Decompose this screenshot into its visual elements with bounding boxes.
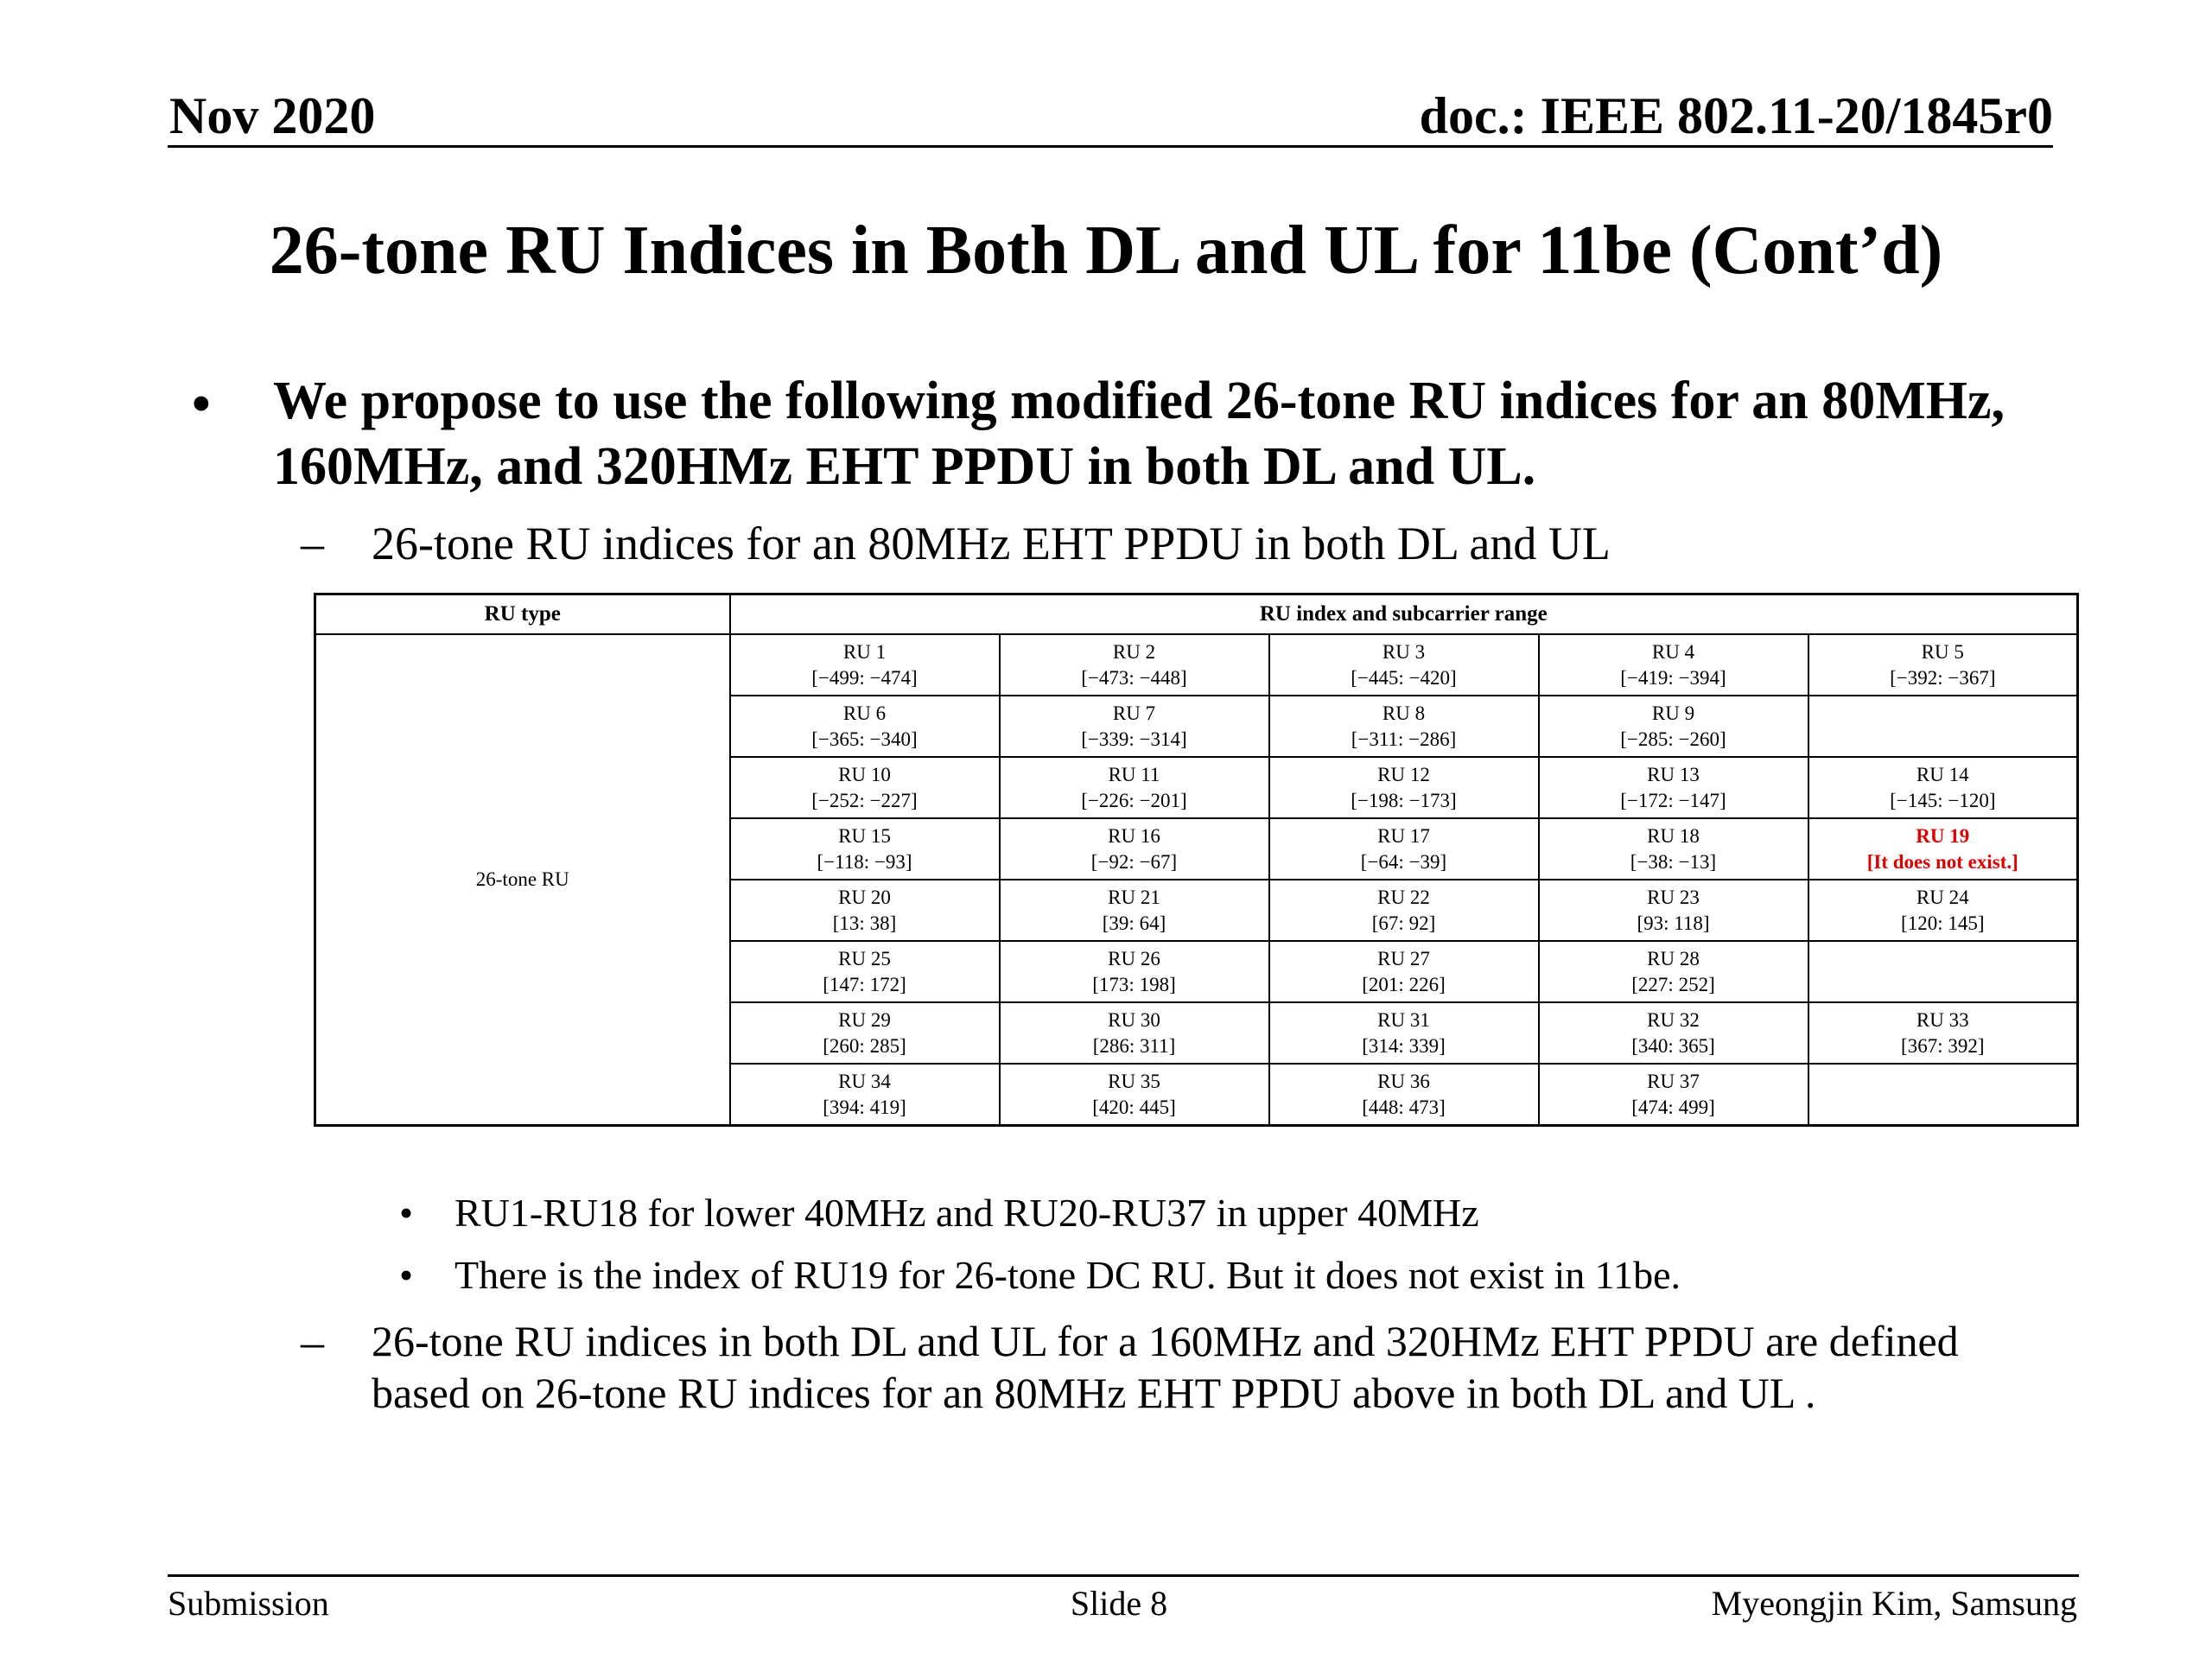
ru-cell xyxy=(1808,880,2078,941)
ru-range: [173: 198] xyxy=(1092,973,1176,995)
ru-label: RU 20 xyxy=(838,886,891,908)
ru-range: [−92: −67] xyxy=(1090,850,1178,873)
ru-label: RU 17 xyxy=(1377,824,1430,847)
ru-range: [201: 226] xyxy=(1362,973,1446,995)
ru-label: RU 26 xyxy=(1108,947,1160,969)
ru-cell xyxy=(1269,1002,1539,1064)
ru-cell xyxy=(730,696,1000,757)
header-date: Nov 2020 xyxy=(169,87,376,144)
ru-range: [−285: −260] xyxy=(1620,728,1726,750)
ru-cell xyxy=(1269,1064,1539,1126)
ru-cell xyxy=(730,1002,1000,1064)
ru-range: [−38: −13] xyxy=(1630,850,1717,873)
ru-cell xyxy=(1269,818,1539,880)
ru-range: [−392: −367] xyxy=(1890,666,1996,689)
ru-cell xyxy=(1539,634,1808,696)
ru-label: RU 4 xyxy=(1651,640,1695,663)
ru-cell xyxy=(1000,941,1269,1002)
ru-range: [−118: −93] xyxy=(817,850,912,873)
ru-cell xyxy=(1269,941,1539,1002)
ru-cell xyxy=(1000,634,1269,696)
ru-label: RU 2 xyxy=(1112,640,1156,663)
ru-cell xyxy=(730,941,1000,1002)
ru-label: RU 18 xyxy=(1647,824,1700,847)
ru-range: [−499: −474] xyxy=(811,666,918,689)
ru-cell xyxy=(1808,634,2078,696)
dash-marker: – xyxy=(301,518,324,569)
ru-label: RU 35 xyxy=(1108,1070,1160,1092)
ru-cell xyxy=(1808,941,2078,1002)
ru-range: [−473: −448] xyxy=(1081,666,1187,689)
ru-range: [−226: −201] xyxy=(1081,789,1187,811)
ru-cell xyxy=(1269,634,1539,696)
ru-cell xyxy=(1539,757,1808,818)
ru-range: [−339: −314] xyxy=(1081,728,1187,750)
table-header-ru-index: RU index and subcarrier range xyxy=(730,594,2078,635)
ru-range: [It does not exist.] xyxy=(1866,850,2018,873)
ru-cell xyxy=(1539,880,1808,941)
ru-range: [147: 172] xyxy=(823,973,906,995)
ru-range: [340: 365] xyxy=(1631,1034,1715,1057)
sub-bullet-marker: • xyxy=(399,1191,414,1235)
ru-cell xyxy=(1269,696,1539,757)
ru-range: [13: 38] xyxy=(832,912,897,934)
ru-cell xyxy=(1000,818,1269,880)
ru-range: [394: 419] xyxy=(823,1096,906,1118)
ru-label: RU 8 xyxy=(1382,702,1426,724)
ru-cell xyxy=(1808,1064,2078,1126)
ru-index-table xyxy=(314,593,2079,1127)
ru-range: [448: 473] xyxy=(1362,1096,1446,1118)
ru-cell xyxy=(1000,757,1269,818)
slide-title: 26-tone RU Indices in Both DL and UL for 11be (Cont’d) xyxy=(269,213,1943,289)
ru-cell xyxy=(730,818,1000,880)
ru-label: RU 16 xyxy=(1108,824,1160,847)
dash-item-text: 26-tone RU indices for an 80MHz EHT PPDU in both DL and UL xyxy=(372,518,1611,569)
ru-range: [314: 339] xyxy=(1362,1034,1446,1057)
ru-range: [67: 92] xyxy=(1371,912,1436,934)
ru-cell xyxy=(1000,1002,1269,1064)
ru-cell xyxy=(1539,818,1808,880)
ru-cell xyxy=(1808,757,2078,818)
ru-label: RU 36 xyxy=(1377,1070,1430,1092)
ru-label: RU 22 xyxy=(1377,886,1430,908)
ru-cell xyxy=(730,757,1000,818)
ru-label: RU 13 xyxy=(1647,763,1700,785)
ru-label: RU 25 xyxy=(838,947,891,969)
ru-cell xyxy=(1000,880,1269,941)
ru-label: RU 33 xyxy=(1916,1008,1969,1031)
ru-label: RU 23 xyxy=(1647,886,1700,908)
ru-cell xyxy=(1808,818,2078,880)
ru-range: [286: 311] xyxy=(1092,1034,1176,1057)
ru-range: [227: 252] xyxy=(1631,973,1715,995)
ru-range: [260: 285] xyxy=(823,1034,906,1057)
ru-range: [474: 499] xyxy=(1631,1096,1715,1118)
ru-range: [120: 145] xyxy=(1901,912,1985,934)
ru-label: RU 34 xyxy=(838,1070,891,1092)
dash-item-text: 26-tone RU indices in both DL and UL for a 160MHz and 320HMz EHT PPDU are defined based on 26-tone RU indices for an 80MHz EHT PPDU above in both DL and UL . xyxy=(372,1317,1959,1417)
ru-cell xyxy=(1808,696,2078,757)
ru-range: [−365: −340] xyxy=(811,728,918,750)
footer-divider xyxy=(168,1574,2079,1577)
bullet-marker: • xyxy=(192,375,211,434)
ru-label: RU 6 xyxy=(842,702,887,724)
main-bullet-text: We propose to use the following modified 26-tone RU indices for an 80MHz, 160MHz, and 320HMz EHT PPDU in both DL and UL. xyxy=(273,372,2005,496)
ru-label: RU 9 xyxy=(1651,702,1695,724)
ru-label: RU 10 xyxy=(838,763,891,785)
ru-label: RU 21 xyxy=(1108,886,1160,908)
ru-cell xyxy=(1539,941,1808,1002)
ru-range: [93: 118] xyxy=(1637,912,1710,934)
ru-range: [420: 445] xyxy=(1092,1096,1176,1118)
ru-type-cell: 26-tone RU xyxy=(315,634,730,1126)
dash-marker: – xyxy=(301,1316,324,1368)
header-doc-id: doc.: IEEE 802.11-20/1845r0 xyxy=(1419,87,2053,144)
footer-slide-number: Slide 8 xyxy=(1070,1584,1168,1623)
ru-range: [−311: −286] xyxy=(1351,728,1457,750)
sub-bullet-text: RU1-RU18 for lower 40MHz and RU20-RU37 in upper 40MHz xyxy=(454,1191,1479,1235)
ru-range: [−445: −420] xyxy=(1351,666,1457,689)
footer-author: Myeongjin Kim, Samsung xyxy=(1711,1584,2077,1623)
ru-cell xyxy=(730,634,1000,696)
ru-range: [−145: −120] xyxy=(1890,789,1996,811)
ru-cell xyxy=(1269,880,1539,941)
ru-cell xyxy=(1269,757,1539,818)
ru-label: RU 27 xyxy=(1377,947,1430,969)
ru-label: RU 19 xyxy=(1916,824,1970,847)
ru-cell xyxy=(1000,696,1269,757)
ru-label: RU 37 xyxy=(1647,1070,1700,1092)
ru-label: RU 31 xyxy=(1377,1008,1430,1031)
ru-cell xyxy=(1539,1002,1808,1064)
ru-range: [−252: −227] xyxy=(811,789,918,811)
ru-cell xyxy=(730,1064,1000,1126)
ru-label: RU 7 xyxy=(1112,702,1156,724)
ru-label: RU 14 xyxy=(1916,763,1969,785)
table-row xyxy=(315,634,2078,696)
ru-label: RU 28 xyxy=(1647,947,1700,969)
header-divider xyxy=(168,145,2053,148)
sub-bullet-marker: • xyxy=(399,1253,414,1297)
ru-range: [−172: −147] xyxy=(1620,789,1726,811)
footer-submission: Submission xyxy=(168,1584,329,1623)
ru-cell xyxy=(1539,1064,1808,1126)
ru-label: RU 5 xyxy=(1921,640,1964,663)
ru-label: RU 11 xyxy=(1108,763,1160,785)
ru-cell xyxy=(1808,1002,2078,1064)
ru-range: [−64: −39] xyxy=(1360,850,1447,873)
ru-label: RU 1 xyxy=(842,640,887,663)
ru-range: [−419: −394] xyxy=(1620,666,1726,689)
ru-range: [39: 64] xyxy=(1102,912,1166,934)
ru-label: RU 3 xyxy=(1382,640,1426,663)
ru-label: RU 24 xyxy=(1916,886,1969,908)
table-header-ru-type: RU type xyxy=(315,594,730,635)
ru-label: RU 12 xyxy=(1377,763,1430,785)
ru-label: RU 32 xyxy=(1647,1008,1700,1031)
ru-label: RU 15 xyxy=(838,824,891,847)
ru-label: RU 29 xyxy=(838,1008,891,1031)
ru-cell xyxy=(1000,1064,1269,1126)
ru-label: RU 30 xyxy=(1108,1008,1160,1031)
sub-bullet-text: There is the index of RU19 for 26-tone DC RU. But it does not exist in 11be. xyxy=(454,1253,1681,1297)
ru-range: [367: 392] xyxy=(1901,1034,1985,1057)
ru-range: [−198: −173] xyxy=(1351,789,1457,811)
ru-cell xyxy=(730,880,1000,941)
ru-cell xyxy=(1539,696,1808,757)
